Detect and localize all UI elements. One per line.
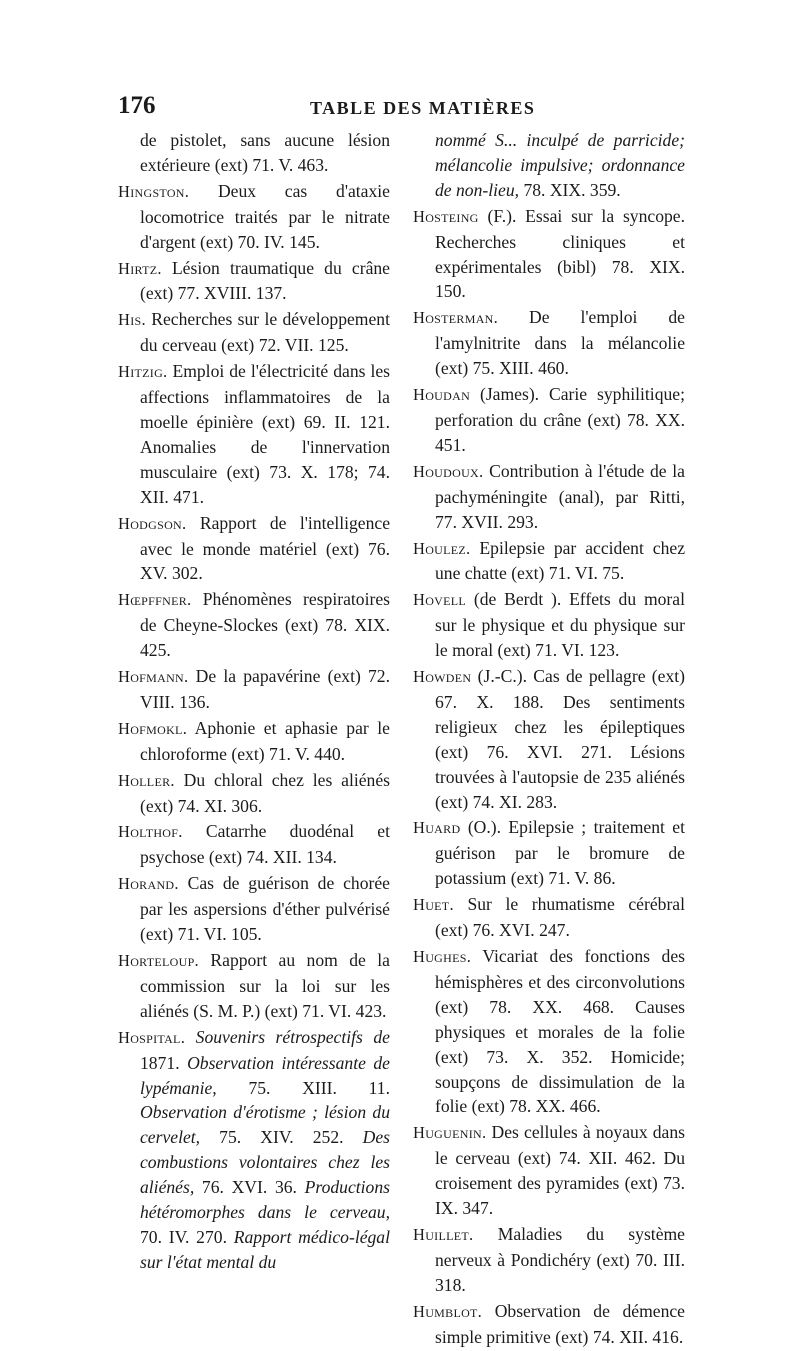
- index-entry: [118, 587, 390, 663]
- entry-text: Epilepsie par accident chez une chatte (ext) 71. VI. 75.: [435, 537, 685, 584]
- index-entry: [413, 664, 685, 814]
- entry-author: Huguenin.: [413, 1123, 487, 1143]
- entry-text: Deux cas d'ataxie locomotrice traités par le nitrate d'argent (ext) 70. IV. 145.: [140, 180, 390, 252]
- index-entry: [118, 256, 390, 307]
- entry-text: Contribution à l'étude de la pachyméningite (anal), par Ritti, 77. XVII. 293.: [435, 460, 685, 532]
- entry-text: Observation de démence simple primitive (ext) 74. XII. 416.: [435, 1300, 685, 1347]
- entry-text: (F.). Essai sur la syncope. Recherches cliniques et expérimentales (bibl) 78. XIX. 150.: [435, 205, 685, 302]
- entry-text: De la papavérine (ext) 72. VIII. 136.: [140, 666, 390, 712]
- entry-author: Holthof.: [118, 822, 183, 842]
- entry-author: Hofmokl.: [118, 718, 188, 738]
- index-entry: [118, 359, 390, 509]
- index-entry: [413, 305, 685, 381]
- index-entry: [413, 587, 685, 663]
- entry-author: Hingston.: [118, 181, 190, 201]
- entry-reference: 78. XIX. 359.: [519, 179, 621, 200]
- entry-author: Hovell: [413, 590, 467, 610]
- index-entry: [413, 1120, 685, 1221]
- entry-title-italic: Des combustions volontaires chez les aliénés,: [140, 1127, 390, 1198]
- entry-author: Hospital.: [118, 1027, 186, 1047]
- entry-reference: 70. IV. 270.: [140, 1226, 227, 1247]
- index-entry: [118, 716, 390, 767]
- index-entry: [118, 511, 390, 587]
- index-entry-continuation: [413, 128, 685, 203]
- entry-text: (de Berdt ). Effets du moral sur le physique et du physique sur le moral (ext) 71. VI. 123.: [435, 589, 685, 661]
- index-entry: [118, 1025, 390, 1275]
- entry-author: Houdan: [413, 385, 471, 405]
- entry-author: Hughes.: [413, 947, 472, 966]
- index-entry: [118, 768, 390, 819]
- entry-title-italic: Rapport médico-légal sur l'état mental du: [140, 1226, 390, 1272]
- entry-reference: 1871.: [140, 1052, 180, 1073]
- entry-text: (J.-C.). Cas de pellagre (ext) 67. X. 188. Des sentiments religieux chez les épileptiques (ext) 76. XVI. 271. Lésions trouvées à l'autopsie de 235 aliénés (ext) 74. XI. 283.: [435, 666, 685, 812]
- entry-text: Rapport de l'intelligence avec le monde matériel (ext) 76. XV. 302.: [140, 512, 390, 584]
- index-entry: [413, 815, 685, 891]
- index-entry: [413, 944, 685, 1119]
- entry-author: Holler.: [118, 770, 175, 790]
- entry-author: Houlez.: [413, 538, 471, 558]
- entry-author: Hofmann.: [118, 667, 189, 687]
- entry-text: Recherches sur le développement du cerveau (ext) 72. VII. 125.: [140, 309, 390, 356]
- entry-title-italic: Souvenirs rétrospectifs de: [185, 1026, 390, 1047]
- entry-author: Hosteing: [413, 206, 479, 226]
- entry-text: Rapport au nom de la commission sur la loi sur les aliénés (S. M. P.) (ext) 71. VI. 423.: [140, 950, 390, 1021]
- index-entry: [118, 179, 390, 255]
- entry-text: Vicariat des fonctions des hémisphères et des circonvolutions (ext) 78. XX. 468. Causes physiques et morales de la folie (ext) 73. X. 352. Homicide; soupçons de dissimulation de la folie (ext) 78. XX. 466.: [435, 946, 685, 1117]
- index-entry: [118, 307, 390, 358]
- index-entry: [118, 664, 390, 715]
- entry-author: Hirtz.: [118, 258, 162, 278]
- entry-author: Houdoux.: [413, 461, 484, 481]
- entry-text: (James). Carie syphilitique; perforation du crâne (ext) 78. XX. 451.: [435, 384, 685, 455]
- entry-author: Huillet.: [413, 1224, 474, 1244]
- entry-text: Sur le rhumatisme cérébral (ext) 76. XVI. 247.: [435, 894, 685, 941]
- index-entry: [413, 1222, 685, 1298]
- entry-author: Hodgson.: [118, 513, 187, 533]
- page-header: [118, 92, 688, 128]
- index-entry: [413, 536, 685, 587]
- entry-author: Huet.: [413, 895, 454, 915]
- entry-author: Humblot.: [413, 1301, 483, 1321]
- entry-reference: 75. XIV. 252.: [200, 1127, 344, 1148]
- entry-text: (O.). Epilepsie ; traitement et guérison par le bromure de potassium (ext) 71. V. 86.: [435, 817, 685, 889]
- right-column: [413, 128, 685, 1351]
- index-entry: [118, 819, 390, 870]
- entry-text: De l'emploi de l'amylnitrite dans la mélancolie (ext) 75. XIII. 460.: [435, 307, 685, 379]
- index-entry: [118, 871, 390, 947]
- entry-title-italic: Observation intéressante de lypémanie,: [140, 1052, 390, 1098]
- entry-title-italic: Productions hétéromorphes dans le cerveau,: [140, 1177, 390, 1223]
- entry-author: Huard: [413, 818, 461, 838]
- page-number: 176: [118, 92, 156, 119]
- entry-author: Horteloup.: [118, 951, 199, 970]
- entry-text: Maladies du système nerveux à Pondichéry (ext) 70. III. 318.: [435, 1223, 685, 1295]
- entry-text: Phénomènes respiratoires de Cheyne-Slockes (ext) 78. XIX. 425.: [140, 589, 390, 661]
- entry-reference: 76. XVI. 36.: [194, 1177, 297, 1198]
- entry-text: Des cellules à noyaux dans le cerveau (ext) 74. XII. 462. Du croisement des pyramides (ext) 73. IX. 347.: [435, 1122, 685, 1219]
- entry-author: His.: [118, 310, 146, 330]
- entry-text: Catarrhe duodénal et psychose (ext) 74. XII. 134.: [140, 821, 390, 868]
- entry-text: Cas de guérison de chorée par les aspersions d'éther pulvérisé (ext) 71. VI. 105.: [140, 873, 390, 945]
- index-entry: [118, 128, 390, 178]
- entry-text: Lésion traumatique du crâne (ext) 77. XVIII. 137.: [140, 257, 390, 304]
- entry-text: Du chloral chez les aliénés (ext) 74. XI. 306.: [140, 769, 390, 816]
- entry-author: Hœpffner.: [118, 590, 192, 610]
- entry-text: Emploi de l'électricité dans les affections inflammatoires de la moelle épinière (ext) 69. II. 121. Anomalies de l'innervation musculaire (ext) 73. X. 178; 74. XII. 471.: [140, 361, 390, 507]
- entry-text: de pistolet, sans aucune lésion extérieure (ext) 71. V. 463.: [140, 130, 390, 175]
- entry-author: Horand.: [118, 874, 179, 894]
- entry-reference: 75. XIII. 11.: [216, 1077, 390, 1098]
- index-entry: [413, 382, 685, 458]
- entry-text: Aphonie et aphasie par le chloroforme (ext) 71. V. 440.: [140, 717, 390, 764]
- index-entry: [413, 204, 685, 305]
- running-title: TABLE DES MATIÈRES: [310, 98, 536, 118]
- index-entry: [118, 948, 390, 1024]
- index-entry: [413, 892, 685, 943]
- entry-title-italic: Observation d'érotisme ; lésion du cervelet,: [140, 1102, 390, 1148]
- entry-author: Howden: [413, 667, 472, 687]
- entry-author: Hitzig.: [118, 362, 168, 382]
- entry-title-italic: nommé S... inculpé de parricide; mélancolie impulsive; ordonnance de non-lieu,: [435, 130, 685, 200]
- index-entry: [413, 1299, 685, 1350]
- left-column: [118, 128, 390, 1276]
- entry-author: Hosterman.: [413, 308, 499, 328]
- index-entry: [413, 459, 685, 535]
